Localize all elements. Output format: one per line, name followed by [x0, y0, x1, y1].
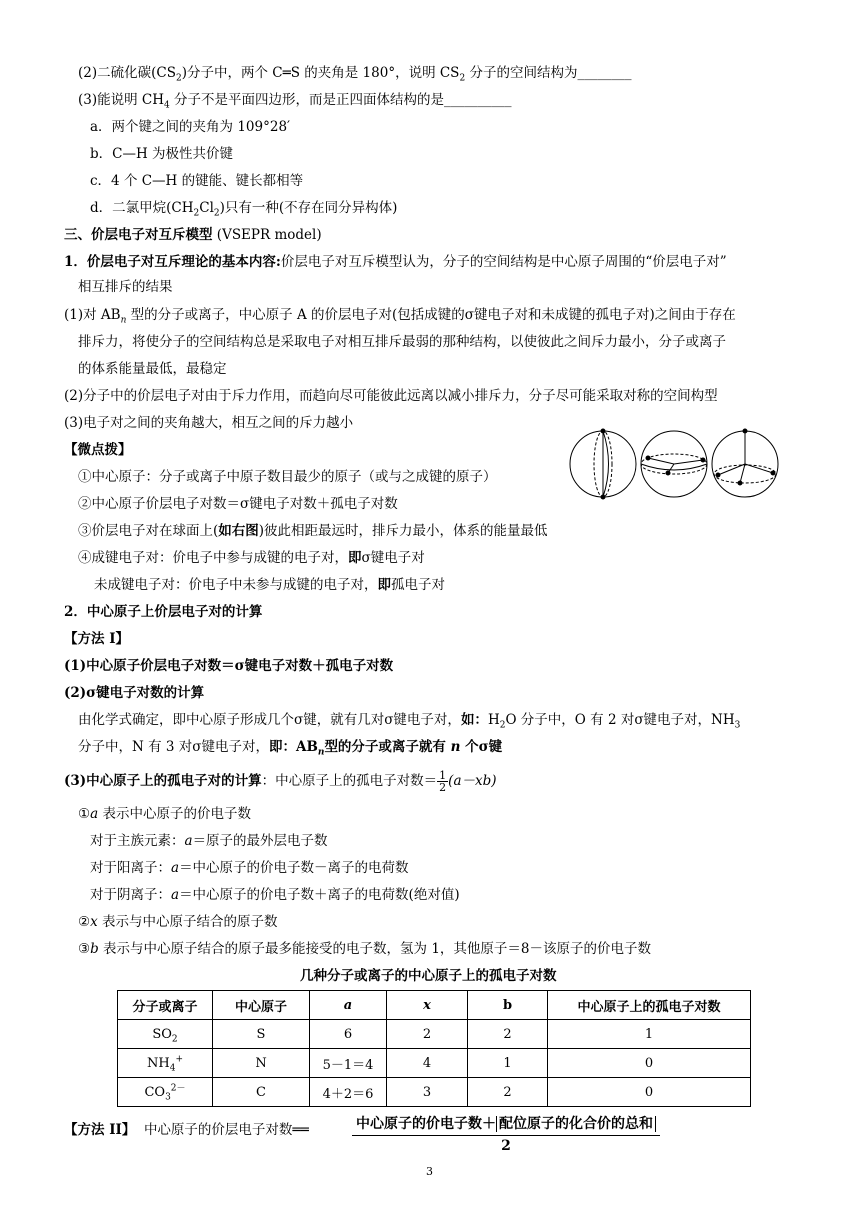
- para-1-1-line2: 排斥力，将使分子的空间结构总是采取电子对相互排斥最弱的那种结构，以使彼此之间斥力最小，分子或离子: [78, 334, 726, 350]
- para-1-cont: 相互排斥的结果: [78, 279, 173, 295]
- table-cell: 4: [387, 1049, 468, 1078]
- tip-title: 【微点拨】: [64, 442, 132, 458]
- method-1-line-2: (2)σ键电子对数的计算: [64, 685, 205, 701]
- question-2: (2)二硫化碳$(CS_2)$分子中，两个 C═S 的夹角是 180°，说明 $CS_2$ 分子的空间结构为________: [78, 65, 632, 84]
- tip-item-3: ③价层电子对在球面上(如右图)彼此相距最远时，排斥力最小，体系的能量最低: [78, 523, 548, 539]
- table-cell: C: [213, 1078, 310, 1107]
- table-cell: 2: [468, 1078, 548, 1107]
- table-cell: 4＋2＝6: [310, 1078, 387, 1107]
- fraction-half: $\frac{1}{2}$: [439, 769, 447, 794]
- sphere-two-pairs-icon: [570, 429, 636, 499]
- option-b: b．C—H 为极性共价键: [90, 146, 234, 162]
- table-header: x: [387, 991, 468, 1020]
- a-anion: 对于阴离子：a＝中心原子的价电子数＋离子的电荷数(绝对值): [90, 887, 460, 903]
- method-1-line-5: (3)中心原子上的孤电子对的计算：中心原子上的孤电子对数＝ $\frac{1}{2}$ (a－xb): [64, 769, 497, 794]
- table-caption: 几种分子或离子的中心原子上的孤电子对数: [300, 968, 557, 984]
- tip-item-4: ④成键电子对：价电子中参与成键的电子对，即σ键电子对: [78, 550, 425, 566]
- tip-item-1: ①中心原子：分子或离子中原子数目最少的原子（或与之成键的原子）: [78, 469, 497, 485]
- option-a: a．两个键之间的夹角为 109°28′: [90, 119, 291, 135]
- table-cell-formula: $NH_4^+$: [118, 1049, 213, 1078]
- table-cell: 5－1＝4: [310, 1049, 387, 1078]
- table-cell: 2: [468, 1020, 548, 1049]
- table-cell: 0: [548, 1078, 751, 1107]
- table-row: [118, 1049, 751, 1078]
- para-1: 1．价层电子对互斥理论的基本内容:价层电子对互斥模型认为，分子的空间结构是中心原子周围的“价层电子对”: [64, 254, 727, 270]
- method-1-line-1: (1)中心原子价层电子对数＝σ键电子对数＋孤电子对数: [64, 658, 394, 674]
- method-2-fraction: 中心原子的价电子数＋ 配位原子的化合价的总和 2: [352, 1113, 660, 1154]
- table-cell: 0: [548, 1049, 751, 1078]
- para-2-heading: 2．中心原子上价层电子对的计算: [64, 604, 263, 620]
- para-1-1-line3: 的体系能量最低，最稳定: [78, 361, 227, 377]
- a-main-group: 对于主族元素：a＝原子的最外层电子数: [90, 833, 328, 849]
- vsepr-spheres-figure: [568, 428, 780, 500]
- table-cell: 1: [548, 1020, 751, 1049]
- table-header: 中心原子: [213, 991, 310, 1020]
- method-1-line-3: 由化学式确定，即中心原子形成几个σ键，就有几对σ键电子对，如：$H_2O$ 分子中，O 有 2 对σ键电子对，$NH_3$: [78, 712, 741, 731]
- x-definition: ②x 表示与中心原子结合的原子数: [78, 914, 278, 930]
- tip-item-2: ②中心原子价层电子对数＝σ键电子对数＋孤电子对数: [78, 496, 398, 512]
- table-header: 中心原子上的孤电子对数: [548, 991, 751, 1020]
- table-row: [118, 1020, 751, 1049]
- method-1-line-4: 分子中，N 有 3 对σ键电子对，即：$AB_n$型的分子或离子就有 n 个σ键: [78, 739, 503, 758]
- b-definition: ③b 表示与中心原子结合的原子最多能接受的电子数，氢为 1，其他原子＝8－该原子的价电子数: [78, 941, 652, 957]
- table-header: a: [310, 991, 387, 1020]
- table-cell: 6: [310, 1020, 387, 1049]
- table-cell: N: [213, 1049, 310, 1078]
- a-definition: ①a 表示中心原子的价电子数: [78, 806, 251, 822]
- table-row: [118, 1078, 751, 1107]
- section-3-heading: 三、价层电子对互斥模型 (VSEPR model): [64, 227, 322, 243]
- sphere-three-pairs-icon: [641, 431, 707, 497]
- table-header-row: [118, 991, 751, 1020]
- para-1-2: (2)分子中的价层电子对由于斥力作用，而趋向尽可能彼此远离以减小排斥力，分子尽可能采取对称的空间构型: [64, 388, 718, 404]
- table-header: b: [468, 991, 548, 1020]
- table-cell: 1: [468, 1049, 548, 1078]
- sphere-four-pairs-icon: [712, 429, 778, 497]
- tip-item-5: 未成键电子对：价电子中未参与成键的电子对，即孤电子对: [94, 577, 445, 593]
- method-2-label: 【方法 II】 中心原子的价层电子对数══: [64, 1122, 309, 1138]
- lone-pair-table: [117, 990, 751, 1107]
- question-3: (3)能说明 $CH_4$ 分子不是平面四边形，而是正四面体结构的是__________: [78, 92, 512, 111]
- table-header: 分子或离子: [118, 991, 213, 1020]
- a-cation: 对于阳离子：a＝中心原子的价电子数－离子的电荷数: [90, 860, 409, 876]
- method-1-title: 【方法 I】: [64, 631, 130, 647]
- para-1-3: (3)电子对之间的夹角越大，相互之间的斥力越小: [64, 415, 354, 431]
- table-cell: 3: [387, 1078, 468, 1107]
- table-cell: S: [213, 1020, 310, 1049]
- table-cell-formula: $CO_3^{2-}$: [118, 1078, 213, 1107]
- page-number: 3: [426, 1165, 433, 1178]
- table-cell-formula: $SO_2$: [118, 1020, 213, 1049]
- table-cell: 2: [387, 1020, 468, 1049]
- option-d: d．二氯甲烷$(CH_2Cl_2)$只有一种(不存在同分异构体): [90, 200, 398, 219]
- option-c: c．4 个 C—H 的键能、键长都相等: [90, 173, 304, 189]
- para-1-1-line1: (1)对 $AB_n$ 型的分子或离子，中心原子 A 的价层电子对(包括成键的σ键电子对和未成键的孤电子对)之间由于存在: [64, 307, 736, 326]
